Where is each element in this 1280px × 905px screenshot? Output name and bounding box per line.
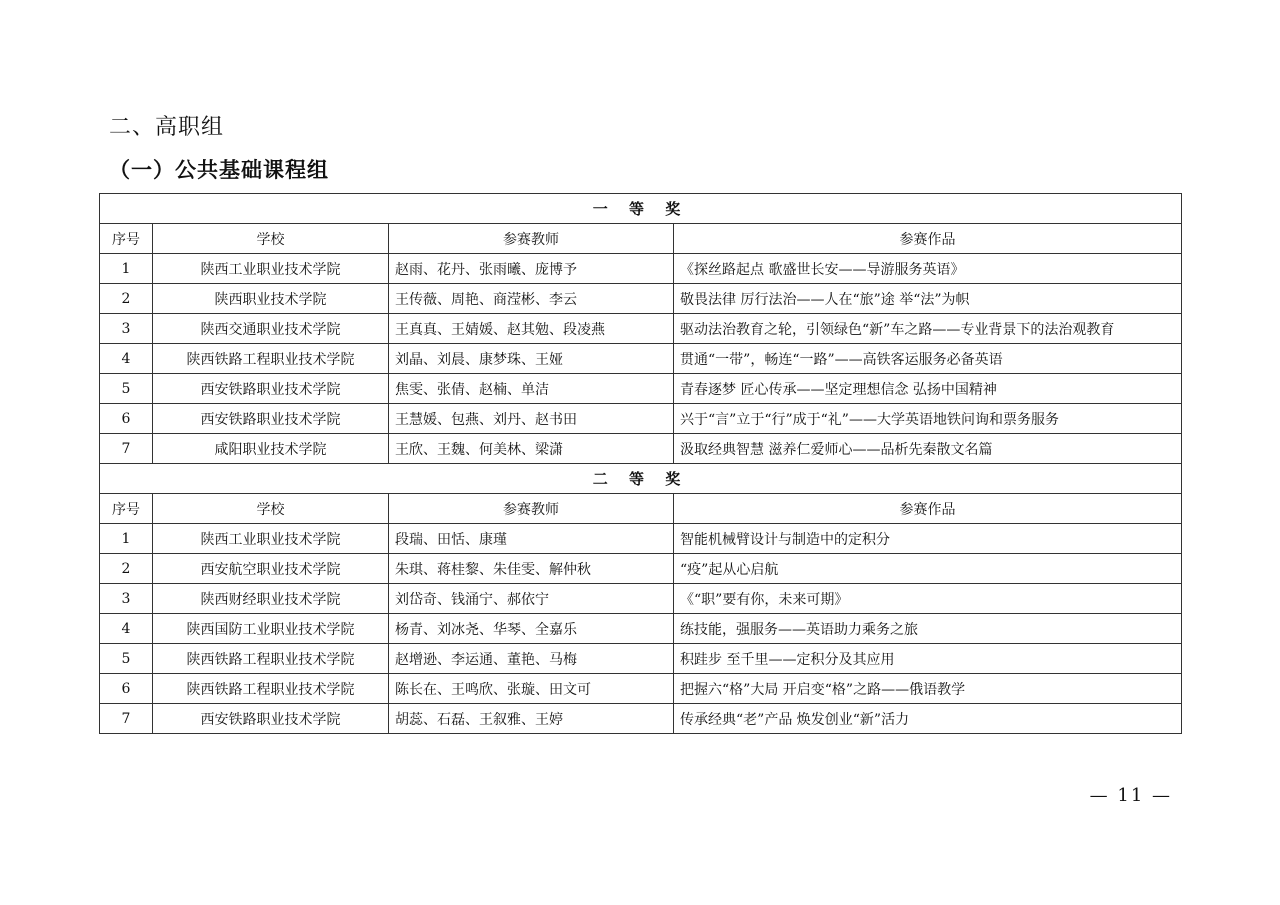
column-header-row	[100, 224, 1182, 254]
work-title-cell: 积跬步 至千里——定积分及其应用	[674, 644, 1182, 674]
table-row	[100, 254, 1182, 284]
teachers-cell: 焦雯、张倩、赵楠、单洁	[389, 374, 674, 404]
table-row	[100, 434, 1182, 464]
work-title-cell: 敬畏法律 厉行法治——人在“旅”途 举“法”为帜	[674, 284, 1182, 314]
serial-number-cell: 1	[100, 254, 153, 284]
table-row	[100, 704, 1182, 734]
header-work: 参赛作品	[674, 494, 1182, 524]
work-title-cell: 汲取经典智慧 滋养仁爱师心——品析先秦散文名篇	[674, 434, 1182, 464]
serial-number-cell: 6	[100, 404, 153, 434]
teachers-cell: 朱琪、蒋桂黎、朱佳雯、解仲秋	[389, 554, 674, 584]
table-row	[100, 404, 1182, 434]
teachers-cell: 王欣、王魏、何美林、梁潇	[389, 434, 674, 464]
serial-number-cell: 5	[100, 374, 153, 404]
teachers-cell: 王传薇、周艳、商滢彬、李云	[389, 284, 674, 314]
header-school: 学校	[153, 224, 389, 254]
school-cell: 陕西交通职业技术学院	[153, 314, 389, 344]
school-cell: 陕西国防工业职业技术学院	[153, 614, 389, 644]
header-school: 学校	[153, 494, 389, 524]
teachers-cell: 段瑞、田恬、康瑾	[389, 524, 674, 554]
column-header-row	[100, 494, 1182, 524]
table-row	[100, 554, 1182, 584]
header-teachers: 参赛教师	[389, 494, 674, 524]
serial-number-cell: 4	[100, 614, 153, 644]
serial-number-cell: 3	[100, 584, 153, 614]
teachers-cell: 刘岱奇、钱涌宁、郝依宁	[389, 584, 674, 614]
school-cell: 陕西工业职业技术学院	[153, 524, 389, 554]
teachers-cell: 刘晶、刘晨、康梦珠、王娅	[389, 344, 674, 374]
work-title-cell: 《“职”要有你，未来可期》	[674, 584, 1182, 614]
table-row	[100, 674, 1182, 704]
teachers-cell: 赵增逊、李运通、董艳、马梅	[389, 644, 674, 674]
serial-number-cell: 5	[100, 644, 153, 674]
work-title-cell: 把握六“格”大局 开启变“格”之路——俄语教学	[674, 674, 1182, 704]
serial-number-cell: 2	[100, 284, 153, 314]
section-heading: 二、高职组	[109, 115, 225, 140]
serial-number-cell: 7	[100, 704, 153, 734]
teachers-cell: 王慧媛、包燕、刘丹、赵书田	[389, 404, 674, 434]
school-cell: 西安航空职业技术学院	[153, 554, 389, 584]
award-tier-title: 一 等 奖	[100, 194, 1182, 224]
table-row	[100, 374, 1182, 404]
table-row	[100, 524, 1182, 554]
table-row	[100, 344, 1182, 374]
award-tier-title: 二 等 奖	[100, 464, 1182, 494]
header-work: 参赛作品	[674, 224, 1182, 254]
school-cell: 陕西铁路工程职业技术学院	[153, 674, 389, 704]
school-cell: 陕西工业职业技术学院	[153, 254, 389, 284]
work-title-cell: 练技能，强服务——英语助力乘务之旅	[674, 614, 1182, 644]
table-row	[100, 614, 1182, 644]
awards-table-body	[100, 194, 1182, 734]
work-title-cell: 驱动法治教育之轮，引领绿色“新”车之路——专业背景下的法治观教育	[674, 314, 1182, 344]
table-row	[100, 584, 1182, 614]
school-cell: 陕西铁路工程职业技术学院	[153, 344, 389, 374]
school-cell: 陕西职业技术学院	[153, 284, 389, 314]
header-teachers: 参赛教师	[389, 224, 674, 254]
teachers-cell: 王真真、王婧媛、赵其勉、段凌燕	[389, 314, 674, 344]
subsection-heading: （一）公共基础课程组	[109, 158, 329, 182]
work-title-cell: 传承经典“老”产品 焕发创业“新”活力	[674, 704, 1182, 734]
table-row	[100, 284, 1182, 314]
school-cell: 西安铁路职业技术学院	[153, 374, 389, 404]
school-cell: 西安铁路职业技术学院	[153, 704, 389, 734]
teachers-cell: 胡蕊、石磊、王叙雅、王婷	[389, 704, 674, 734]
teachers-cell: 赵雨、花丹、张雨曦、庞博予	[389, 254, 674, 284]
school-cell: 陕西铁路工程职业技术学院	[153, 644, 389, 674]
serial-number-cell: 2	[100, 554, 153, 584]
serial-number-cell: 6	[100, 674, 153, 704]
work-title-cell: 贯通“一带”，畅连“一路”——高铁客运服务必备英语	[674, 344, 1182, 374]
work-title-cell: “疫”起从心启航	[674, 554, 1182, 584]
awards-table	[99, 193, 1182, 734]
school-cell: 陕西财经职业技术学院	[153, 584, 389, 614]
header-serial-number: 序号	[100, 494, 153, 524]
table-row	[100, 314, 1182, 344]
teachers-cell: 陈长在、王鸣欣、张璇、田文可	[389, 674, 674, 704]
school-cell: 咸阳职业技术学院	[153, 434, 389, 464]
serial-number-cell: 3	[100, 314, 153, 344]
school-cell: 西安铁路职业技术学院	[153, 404, 389, 434]
serial-number-cell: 7	[100, 434, 153, 464]
award-tier-row	[100, 464, 1182, 494]
work-title-cell: 兴于“言”立于“行”成于“礼”——大学英语地铁问询和票务服务	[674, 404, 1182, 434]
serial-number-cell: 1	[100, 524, 153, 554]
teachers-cell: 杨青、刘冰尧、华琴、全嘉乐	[389, 614, 674, 644]
table-row	[100, 644, 1182, 674]
page-number: — 11 —	[1089, 785, 1172, 806]
header-serial-number: 序号	[100, 224, 153, 254]
work-title-cell: 青春逐梦 匠心传承——坚定理想信念 弘扬中国精神	[674, 374, 1182, 404]
work-title-cell: 智能机械臂设计与制造中的定积分	[674, 524, 1182, 554]
award-tier-row	[100, 194, 1182, 224]
serial-number-cell: 4	[100, 344, 153, 374]
work-title-cell: 《探丝路起点 歌盛世长安——导游服务英语》	[674, 254, 1182, 284]
